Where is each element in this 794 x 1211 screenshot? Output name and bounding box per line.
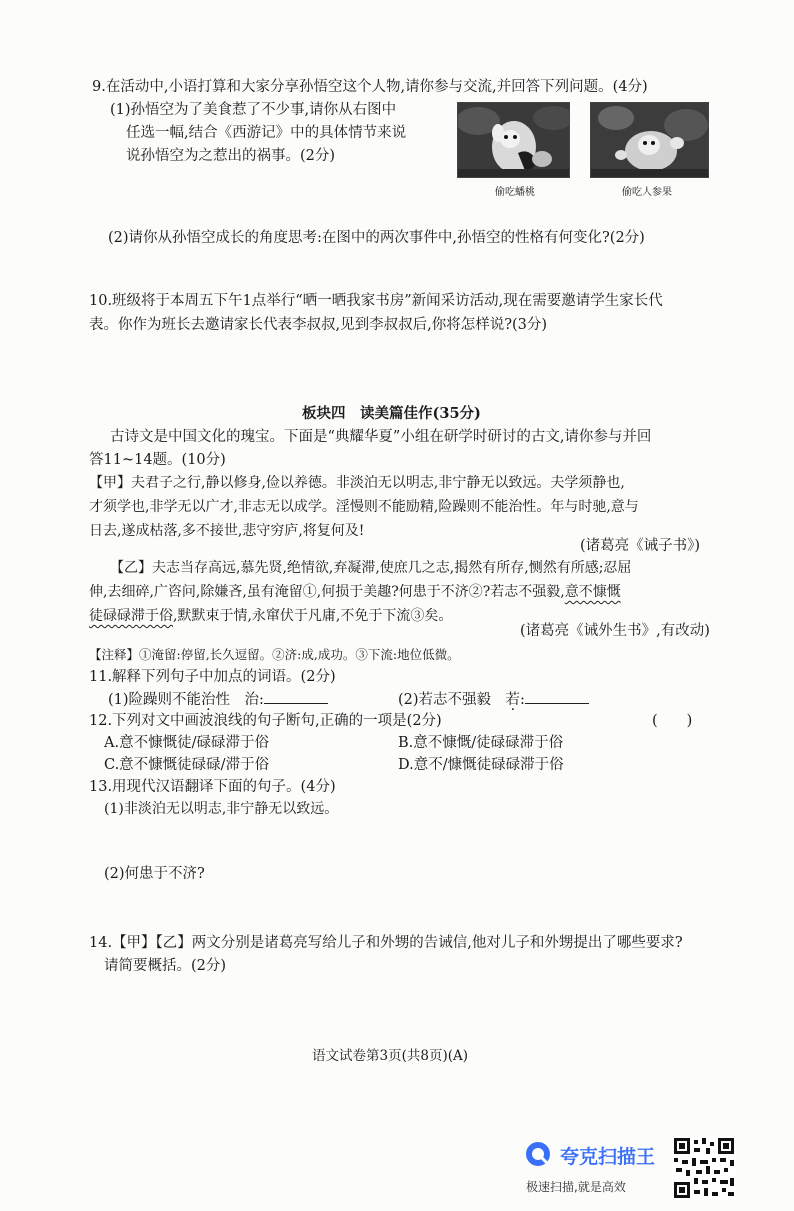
q11-answer1-blank[interactable]: [264, 690, 328, 704]
passage-yi-source: (诸葛亮《诫外生书》,有改动): [520, 623, 710, 639]
q11-item1-dotted-word: 治: [201, 692, 216, 708]
section-intro-line1: 古诗文是中国文化的瑰宝。下面是“典耀华夏”小组在研学时研讨的古文,请你参与并回: [110, 429, 652, 445]
passage-yi-line3: [89, 608, 452, 626]
passage-jia-line1: 【甲】夫君子之行,静以修身,俭以养德。非淡泊无以明志,非宁静无以致远。夫学须静也,: [89, 475, 625, 491]
q11-item1: [108, 690, 328, 709]
q11-item2: [398, 690, 589, 709]
ginseng-illustration-icon: [591, 103, 709, 178]
q13-item1: (1)非淡泊无以明志,非宁静无以致远。: [104, 801, 339, 817]
peach-caption: 偷吃蟠桃: [495, 187, 535, 198]
q13-stem: 13.用现代汉语翻译下面的句子。(4分): [89, 779, 336, 795]
q9-sub1-line2: 任选一幅,结合《西游记》中的具体情节来说: [126, 125, 407, 141]
peach-stealing-image: [457, 102, 570, 178]
q9-sub1-line3: 说孙悟空为之惹出的祸事。(2分): [126, 148, 336, 164]
q12-option-b[interactable]: B.意不慷慨/徒碌碌滞于俗: [398, 735, 564, 751]
q9-sub1-line1: (1)孙悟空为了美食惹了不少事,请你从右图中: [110, 102, 397, 118]
q13-item2: (2)何患于不济?: [104, 866, 205, 882]
section-title: 板块四 读美篇佳作(35分): [302, 405, 481, 422]
passage-jia-source: (诸葛亮《诫子书》): [580, 538, 701, 554]
passage-yi-wavy-part1: 意不慷慨: [564, 584, 621, 600]
q14-line2: 请简要概括。(2分): [104, 958, 227, 974]
ginseng-fruit-image: [590, 102, 709, 178]
peach-illustration-icon: [458, 103, 570, 178]
q11-stem: 11.解释下列句子中加点的词语。(2分): [89, 669, 336, 685]
section-intro-line2: 答11~14题。(10分): [89, 452, 226, 468]
q12-option-c[interactable]: C.意不慷慨徒碌碌/滞于俗: [104, 757, 270, 773]
passage-yi-line2-text: 伸,去细碎,广咨问,除嫌吝,虽有淹留①,何损于美趣?何患于不济②?若志不强毅,: [89, 584, 565, 600]
q9-sub2: (2)请你从孙悟空成长的角度思考:在图中的两次事件中,孙悟空的性格有何变化?(2分): [108, 230, 645, 246]
passage-yi-line3-text: ,默默束于情,永窜伏于凡庸,不免于下流③矣。: [173, 608, 453, 624]
q11-answer2-blank[interactable]: [525, 690, 589, 704]
q11-item1-prefix: (1)险躁则不能: [108, 692, 202, 708]
q11-item2-suffix: :: [520, 692, 525, 708]
q14-line1: 14.【甲】【乙】两文分别是诸葛亮写给儿子和外甥的告诫信,他对儿子和外甥提出了哪些要求?: [89, 935, 683, 951]
scanner-slogan: 极速扫描,就是高效: [526, 1180, 626, 1194]
q12-option-d[interactable]: D.意不/慷慨徒碌碌滞于俗: [398, 757, 564, 773]
q11-item2-dotted-word: 若: [505, 692, 521, 708]
passage-yi-wavy-part2: 徒碌碌滞于俗: [89, 608, 173, 624]
q12-option-a[interactable]: A.意不慷慨徒/碌碌滞于俗: [104, 735, 269, 751]
q11-item2-prefix: (2)若志不强毅: [398, 692, 506, 708]
q12-stem: 12.下列对文中画波浪线的句子断句,正确的一项是(2分): [89, 713, 442, 729]
passage-yi-line2: [89, 584, 621, 602]
scanner-app-name: 夸克扫描王: [560, 1146, 656, 1168]
qr-code-icon: [672, 1136, 736, 1200]
q9-stem: 9.在活动中,小语打算和大家分享孙悟空这个人物,请你参与交流,并回答下列问题。(4分): [92, 79, 648, 95]
quark-logo-icon: [524, 1140, 552, 1168]
q10-line1: 10.班级将于本周五下午1点举行“晒一晒我家书房”新闻采访活动,现在需要邀请学生家长代: [89, 293, 663, 309]
q11-item1-suffix: 性 治:: [215, 692, 264, 708]
ginseng-caption: 偷吃人参果: [622, 187, 672, 198]
passage-jia-line2: 才须学也,非学无以广才,非志无以成学。淫慢则不能励精,险躁则不能治性。年与时驰,意与: [89, 499, 639, 515]
page-footer: 语文试卷第3页(共8页)(A): [312, 1048, 468, 1064]
q10-line2: 表。你作为班长去邀请家长代表李叔叔,见到李叔叔后,你将怎样说?(3分): [89, 317, 548, 333]
q12-answer-bracket[interactable]: ( ): [652, 713, 693, 729]
passage-jia-line3: 日去,遂成枯落,多不接世,悲守穷庐,将复何及!: [89, 523, 365, 539]
annotation-notes: 【注释】①淹留:停留,长久逗留。②济:成,成功。③下流:地位低微。: [89, 647, 460, 662]
passage-yi-line1: 【乙】夫志当存高远,慕先贤,绝情欲,弃凝滞,使庶几之志,揭然有所存,恻然有所感;忍屈: [110, 560, 632, 576]
